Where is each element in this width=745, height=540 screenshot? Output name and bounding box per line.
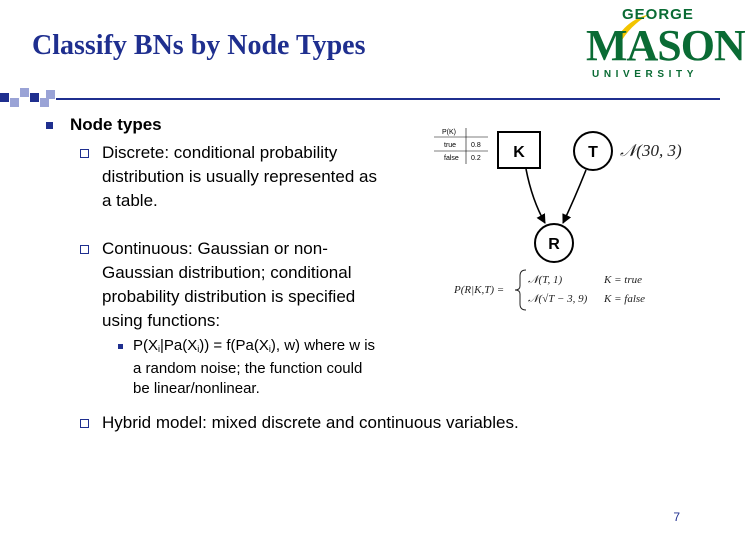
hybrid-text: Hybrid model: mixed discrete and continuous variables. — [102, 413, 519, 432]
logo-george-text: GEORGE — [622, 6, 694, 23]
header-divider — [0, 88, 720, 110]
page-number: 7 — [673, 510, 680, 524]
discrete-line-3: a table. — [102, 191, 158, 210]
t-distribution: 𝒩(30, 3) — [620, 141, 682, 160]
node-t-label: T — [588, 144, 598, 161]
function-note-line-1: $P(X_i|Pa(X_i)) = f(Pa(X_i)$, w) where w is — [133, 337, 376, 354]
continuous-line-4: using functions: — [102, 311, 221, 330]
continuous-line-1: Continuous: Gaussian or non- — [102, 239, 328, 258]
edge-t-r — [563, 170, 586, 223]
formula-case2: 𝒩(√T − 3, 9) — [528, 293, 588, 305]
formula-case1: 𝒩(T, 1) — [528, 274, 563, 286]
cpt-row-true-label: true — [444, 142, 457, 149]
function-note — [133, 336, 433, 399]
discrete-text — [102, 141, 432, 213]
cpt-row-false-value: 0.2 — [471, 155, 481, 162]
heading-node-types: Node types — [70, 115, 162, 134]
function-note-line-3: be linear/nonlinear. — [133, 380, 260, 397]
continuous-line-2: Gaussian distribution; conditional — [102, 263, 352, 282]
continuous-text — [102, 237, 422, 333]
discrete-line-1: Discrete: conditional probability — [102, 143, 338, 162]
node-r-label: R — [548, 236, 560, 253]
cpt-table — [434, 128, 488, 164]
logo-mason-text: MASON — [586, 21, 745, 70]
edge-k-r — [526, 169, 545, 223]
formula-case2-cond: K = false — [604, 293, 646, 305]
bullet-small-icon — [118, 344, 123, 349]
bullet-hollow-icon — [80, 419, 89, 428]
slide-title: Classify BNs by Node Types — [32, 30, 366, 61]
cpt-row-true-value: 0.8 — [471, 142, 481, 149]
george-mason-logo — [586, 6, 745, 86]
cpt-row-false-label: false — [444, 155, 459, 162]
formula-lhs: P(R|K,T) = — [454, 284, 505, 296]
formula-case1-cond: K = true — [604, 274, 642, 286]
function-note-line-2: a random noise; the function could — [133, 360, 363, 377]
node-k-label: K — [513, 144, 525, 161]
bullet-square-icon — [46, 122, 53, 129]
cpt-header: P(K) — [442, 129, 456, 136]
conditional-formula — [452, 266, 720, 314]
continuous-line-3: probability distribution is specified — [102, 287, 356, 306]
discrete-line-2: distribution is usually represented as — [102, 167, 377, 186]
logo-university-text: UNIVERSITY — [592, 69, 699, 80]
formula-brace-icon — [515, 270, 526, 310]
bullet-hollow-icon — [80, 245, 89, 254]
bullet-hollow-icon — [80, 149, 89, 158]
